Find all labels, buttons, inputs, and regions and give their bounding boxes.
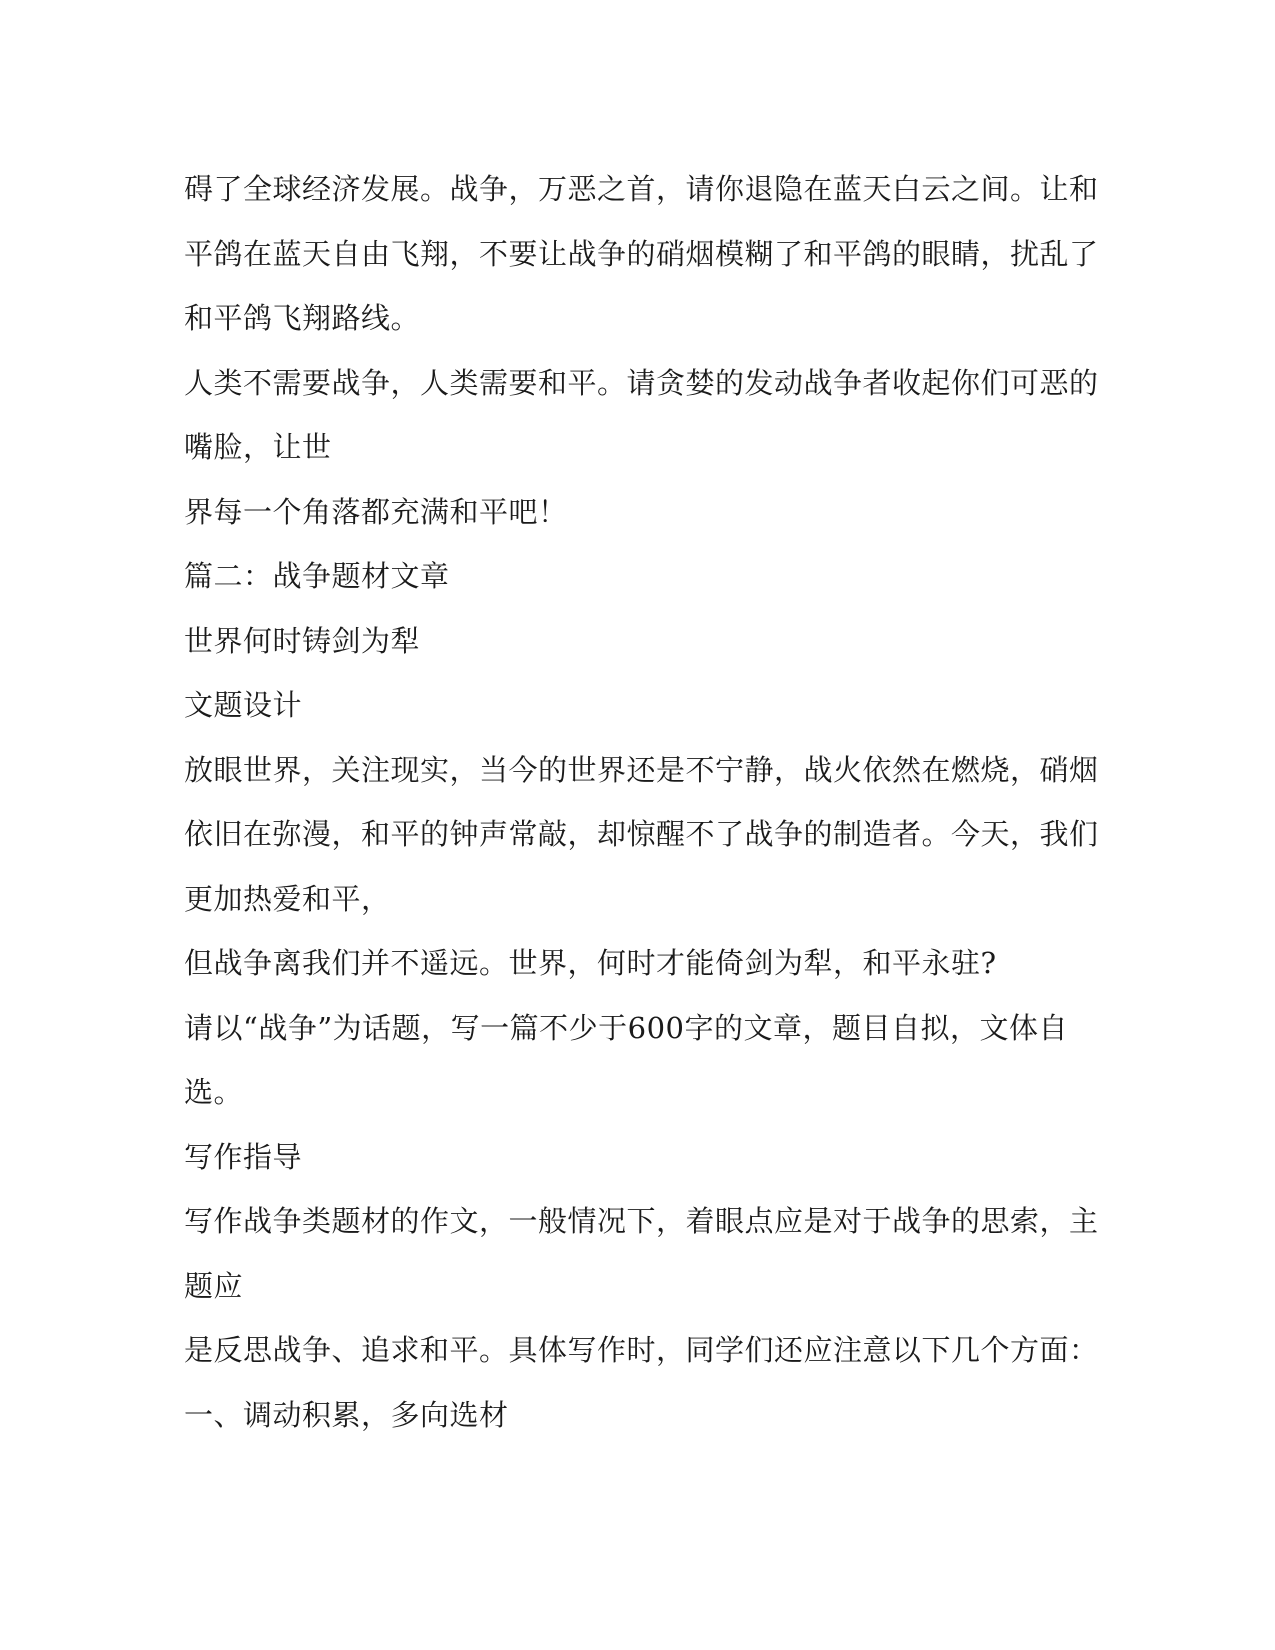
paragraph-line: 界每一个角落都充满和平吧！ bbox=[184, 494, 568, 529]
paragraph-line: 是反思战争、追求和平。具体写作时，同学们还应注意以下几个方面： bbox=[184, 1333, 1099, 1367]
paragraph-line: 放眼世界，关注现实，当今的世界还是不宁静，战火依然在燃烧，硝烟 bbox=[184, 752, 1099, 787]
paragraph-line: 依旧在弥漫，和平的钟声常敲，却惊醒不了战争的制造者。今天，我们 bbox=[184, 817, 1099, 851]
paragraph-line: 平鸽在蓝天自由飞翔，不要让战争的硝烟模糊了和平鸽的眼睛，扰乱了 bbox=[184, 236, 1099, 271]
list-heading: 一、调动积累，多向选材 bbox=[184, 1397, 509, 1432]
paragraph-line: 嘴脸，让世 bbox=[184, 430, 332, 464]
paragraph-line: 和平鸽飞翔路线。 bbox=[184, 301, 421, 335]
subheading: 文题设计 bbox=[184, 688, 303, 722]
paragraph-line: 题应 bbox=[184, 1268, 244, 1303]
document-body bbox=[184, 157, 1099, 1447]
paragraph-line: 人类不需要战争，人类需要和平。请贪婪的发动战争者收起你们可恶的 bbox=[184, 365, 1099, 400]
article-title: 世界何时铸剑为犁 bbox=[184, 623, 421, 658]
paragraph-line: 写作战争类题材的作文，一般情况下，着眼点应是对于战争的思索，主 bbox=[184, 1204, 1099, 1238]
paragraph-line: 请以“战争”为话题，写一篇不少于600字的文章，题目自拟，文体自 bbox=[184, 1010, 1069, 1045]
paragraph-line: 碍了全球经济发展。战争，万恶之首，请你退隐在蓝天白云之间。让和 bbox=[184, 172, 1099, 206]
paragraph-line: 但战争离我们并不遥远。世界，何时才能倚剑为犁，和平永驻? bbox=[184, 946, 997, 980]
section-heading: 篇二：战争题材文章 bbox=[184, 559, 450, 593]
subheading: 写作指导 bbox=[184, 1139, 303, 1174]
paragraph-line: 选。 bbox=[184, 1075, 244, 1109]
paragraph-line: 更加热爱和平， bbox=[184, 881, 391, 916]
